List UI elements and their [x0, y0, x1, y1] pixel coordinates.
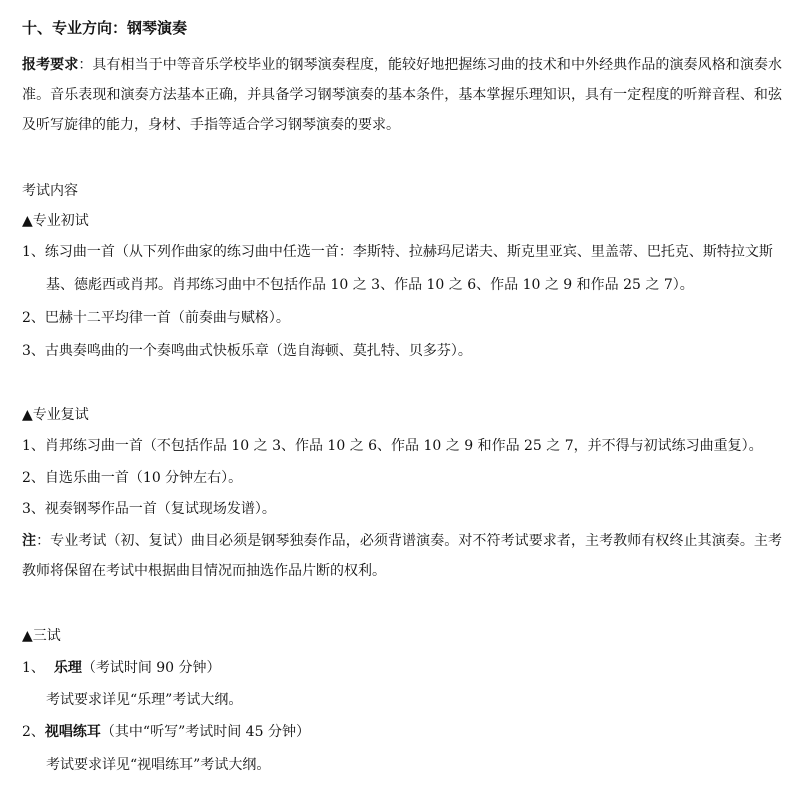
requirements-text: ：具有相当于中等音乐学校毕业的钢琴演奏程度，能较好地把握练习曲的技术和中外经典作品的演奏风格和演奏水准。音乐表现和演奏方法基本正确，并具备学习钢琴演奏的基本条件，基本掌握乐理知识，具有一定程度的听辩音程、和弦及听写旋律的能力，身材、手指等适合学习钢琴演奏的要求。	[22, 57, 783, 133]
third-item-1	[22, 658, 221, 678]
preliminary-item-2: 2、巴赫十二平均律一首（前奏曲与赋格）。	[22, 310, 290, 326]
third-item-2	[22, 722, 310, 742]
third-title: ▲三试	[22, 628, 61, 644]
note-text: ：专业考试（初、复试）曲目必须是钢琴独奏作品，必须背谱演奏。对不符考试要求者，主考教师有权终止其演奏。主考教师将保留在考试中根据曲目情况而抽选作品片断的权利。	[22, 533, 782, 579]
retest-item-2: 2、自选乐曲一首（10 分钟左右）。	[22, 470, 243, 486]
note-paragraph	[22, 526, 782, 586]
third-item-1-detail: （考试时间 90 分钟）	[81, 660, 221, 676]
requirements-paragraph	[22, 50, 782, 140]
note-label: 注	[22, 533, 37, 549]
retest-title: ▲专业复试	[22, 407, 89, 423]
preliminary-item-3: 3、古典奏鸣曲的一个奏鸣曲式快板乐章（选自海顿、莫扎特、贝多芬）。	[22, 343, 472, 359]
retest-item-3: 3、视奏钢琴作品一首（复试现场发谱）。	[22, 501, 276, 517]
preliminary-item-1: 1、练习曲一首（从下列作曲家的练习曲中任选一首：李斯特、拉赫玛尼诺夫、斯克里亚宾、里盖蒂、巴托克、斯特拉文斯	[22, 244, 773, 260]
third-item-2-desc: 考试要求详见“视唱练耳”考试大纲。	[46, 757, 271, 773]
third-item-1-num: 1、	[22, 660, 45, 676]
third-item-2-detail: （其中“听写”考试时间 45 分钟）	[100, 724, 310, 740]
preliminary-title: ▲专业初试	[22, 213, 89, 229]
retest-item-1: 1、肖邦练习曲一首（不包括作品 10 之 3、作品 10 之 6、作品 10 之 9 和作品 25 之 7，并不得与初试练习曲重复）。	[22, 438, 763, 454]
requirements-label: 报考要求	[22, 57, 79, 73]
preliminary-item-1-cont: 基、德彪西或肖邦。肖邦练习曲中不包括作品 10 之 3、作品 10 之 6、作品 10 之 9 和作品 25 之 7）。	[46, 277, 694, 293]
third-item-2-title: 视唱练耳	[44, 724, 101, 740]
third-item-1-title: 乐理	[53, 660, 82, 676]
third-item-2-num: 2、	[22, 724, 45, 740]
third-item-1-desc: 考试要求详见“乐理”考试大纲。	[46, 692, 243, 708]
section-heading: 十、专业方向：钢琴演奏	[22, 19, 188, 37]
exam-content-title: 考试内容	[22, 183, 78, 199]
